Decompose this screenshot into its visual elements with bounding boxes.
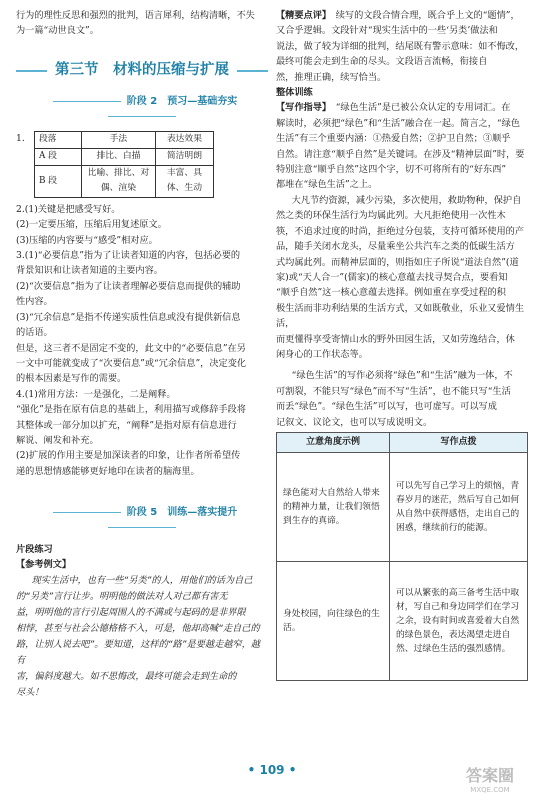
table-header: 段落 手法 表达效果 — [35, 132, 214, 149]
intro-text: 行为的理性反思和强烈的批判，语言犀利，结构清晰，不失 为一篇“动世良文”。 — [16, 10, 255, 37]
right-column — [276, 8, 530, 681]
question-1: 1. 段落 手法 表达效果 A 段 排比、白描 简洁明朗 B 段 比喻、排比、对偶、渲染 丰富、具体、生动 — [16, 131, 268, 198]
approach-table — [276, 432, 528, 681]
table-header: 立意角度示例 写作点拨 — [277, 432, 528, 452]
left-column — [16, 8, 268, 701]
guide-paragraph-3: “绿色生活”的写作必须将“绿色”和“生活”融为一体，不 可割裂，不能只写“绿色”而不写“生活”，也不能只写“生活 而丢“绿色”。“绿色生活”可以写，也可虚写。可以写成 记叙文、议论文，也可以写成说明文。 — [276, 370, 513, 428]
reference-tag: 【参考例文】 — [16, 559, 72, 571]
title-rule-right — [237, 70, 268, 72]
stage-heading-training: 阶段 5 训练—落实提升 — [16, 505, 268, 536]
table-row: B 段 比喻、排比、对偶、渲染 丰富、具体、生动 — [35, 166, 214, 198]
guide-paragraph-2: 大凡节约资源，减少污染，多次使用，救助物种，保护自 然之类的环保生活行为均属此列。大凡拒绝使用一次性木 筷，不追求过度的时尚，拒绝过分包装，支持可循环使用的产 品，随手关闭水龙头，尽量乘坐公共汽车之类的低碳生活方 式均属此列。而精神层面的，则指如庄子所说“道法自然”(道 家)或“天人合一”(儒家)的核心意蕴去找寻契合点，要看知 “顺乎自然”这一核心意蕴去选择。例如重在享受过程的积 极生活而非功利结果的生活方式，又如既敬业，乐业又爱情生活， 而更懂得享受寄情山水的野外田园生活，又如劳逸结合，休 闲身心的工作状态等。 — [276, 194, 525, 360]
reference-essay: 现实生活中，也有一些“另类”的人，用他们的话为自己 的“另类”言行让步。明明他的做法对人对己都有害无 益，明明他的言行引起周围人的不满或与起码的是非界限 相悖，甚至与社会公德格格不入，可是，他却高喊“走自己的 路，让别人说去吧”。要知道，这样的“路”是要越走越窄，越有 害，偏斜度越大。如不思悔改，最终可能会走到生命的 尽头！ — [16, 574, 260, 698]
overall-training-heading: 整体训练 — [276, 87, 313, 99]
table-row: 绿色能对大自然给人带来的精神力量，让我们领悟到生存的真谛。 可以先写自己学习上的烦恼，青春岁月的迷茫，然后写自己如何从自然中获得感悟，走出自己的困惑，继续前行的能源。 — [277, 452, 528, 561]
answer-lines: 2.(1)关键是把感受写好。 (2)一定要压缩，压缩后用复述原文。 (3)压缩的内容要与“感受”相对应。 3.(1)“必要信息”指为了让读者知道的内容，包括必要的 背景知识和让读者知道的主要内容。 (2)“次要信息”指为了让读者理解必要信息而提供的辅助 性内容。 (3)“冗余信息”是指不传递实质性信息或没有提供新信息 的话语。 但是，这三者不是固定不变的，此文中的“必要信息”在另 一文中可能就变成了“次要信息”或“冗余信息”，决定变化 的根本因素是写作的需要。 4.(1)常用方法：一是强化，二是阐释。 “强化”是指在原有信息的基础上，利用描写或修辞手段将 其整体或一部分加以扩充，“阐释”是指对原有信息进行 解说、阐发和补充。 (2)扩展的作用主要是加深读者的印象，让作者所希望传 递的思想情感能够更好地印在读者的脑海里。 — [16, 203, 247, 477]
table-row: 身处校园，向往绿色的生活。 可以从繁张的高三备考生活中取材，写自己和身边同学们在学习之余，设有时间或喜爱着大自然的绿色景色，表达渴望走进自然、过绿色生活的强烈感情。 — [277, 561, 528, 680]
practice-heading: 片段练习 — [16, 543, 53, 555]
table-row: A 段 排比、白描 简洁明朗 — [35, 149, 214, 166]
technique-table — [34, 131, 214, 198]
section-title: 第三节 材料的压缩与扩展 — [16, 63, 268, 78]
watermark-logo: 答案圈 MXQE.COM — [465, 766, 514, 794]
stage-heading-preview: 阶段 2 预习—基础夯实 — [16, 94, 268, 125]
title-rule-left — [16, 70, 47, 72]
page-number: • 109 • — [247, 763, 297, 777]
comment-block: 【精要点评】 续写的文段合情合理，既合乎上文的“题情”， 又合乎逻辑。文段针对“现实生活中的一些‘另类’做法和 说法，做了较为详细的批判，结尾既有警示意味：如不悔改， 最终可能会走到生命的尽头。文段语言流畅，衔接自 然，推理正确，续写恰当。 — [276, 10, 525, 83]
writing-guide: 【写作指导】 “绿色生活”是已被公众认定的专用词汇。在 解读时，必须把“绿色”和“生活”融合在一起。简言之，“绿色 生活”有三个重要内涵：①热爱自然；②护卫自然；③顺乎 自然。请注意“顺乎自然”是关键词。在涉及“精神层面”时，要 特别注意“顺乎自然”这四个字，切不可将所有的“好东西” 都堆在“绿色生活”之上。 — [276, 102, 525, 191]
